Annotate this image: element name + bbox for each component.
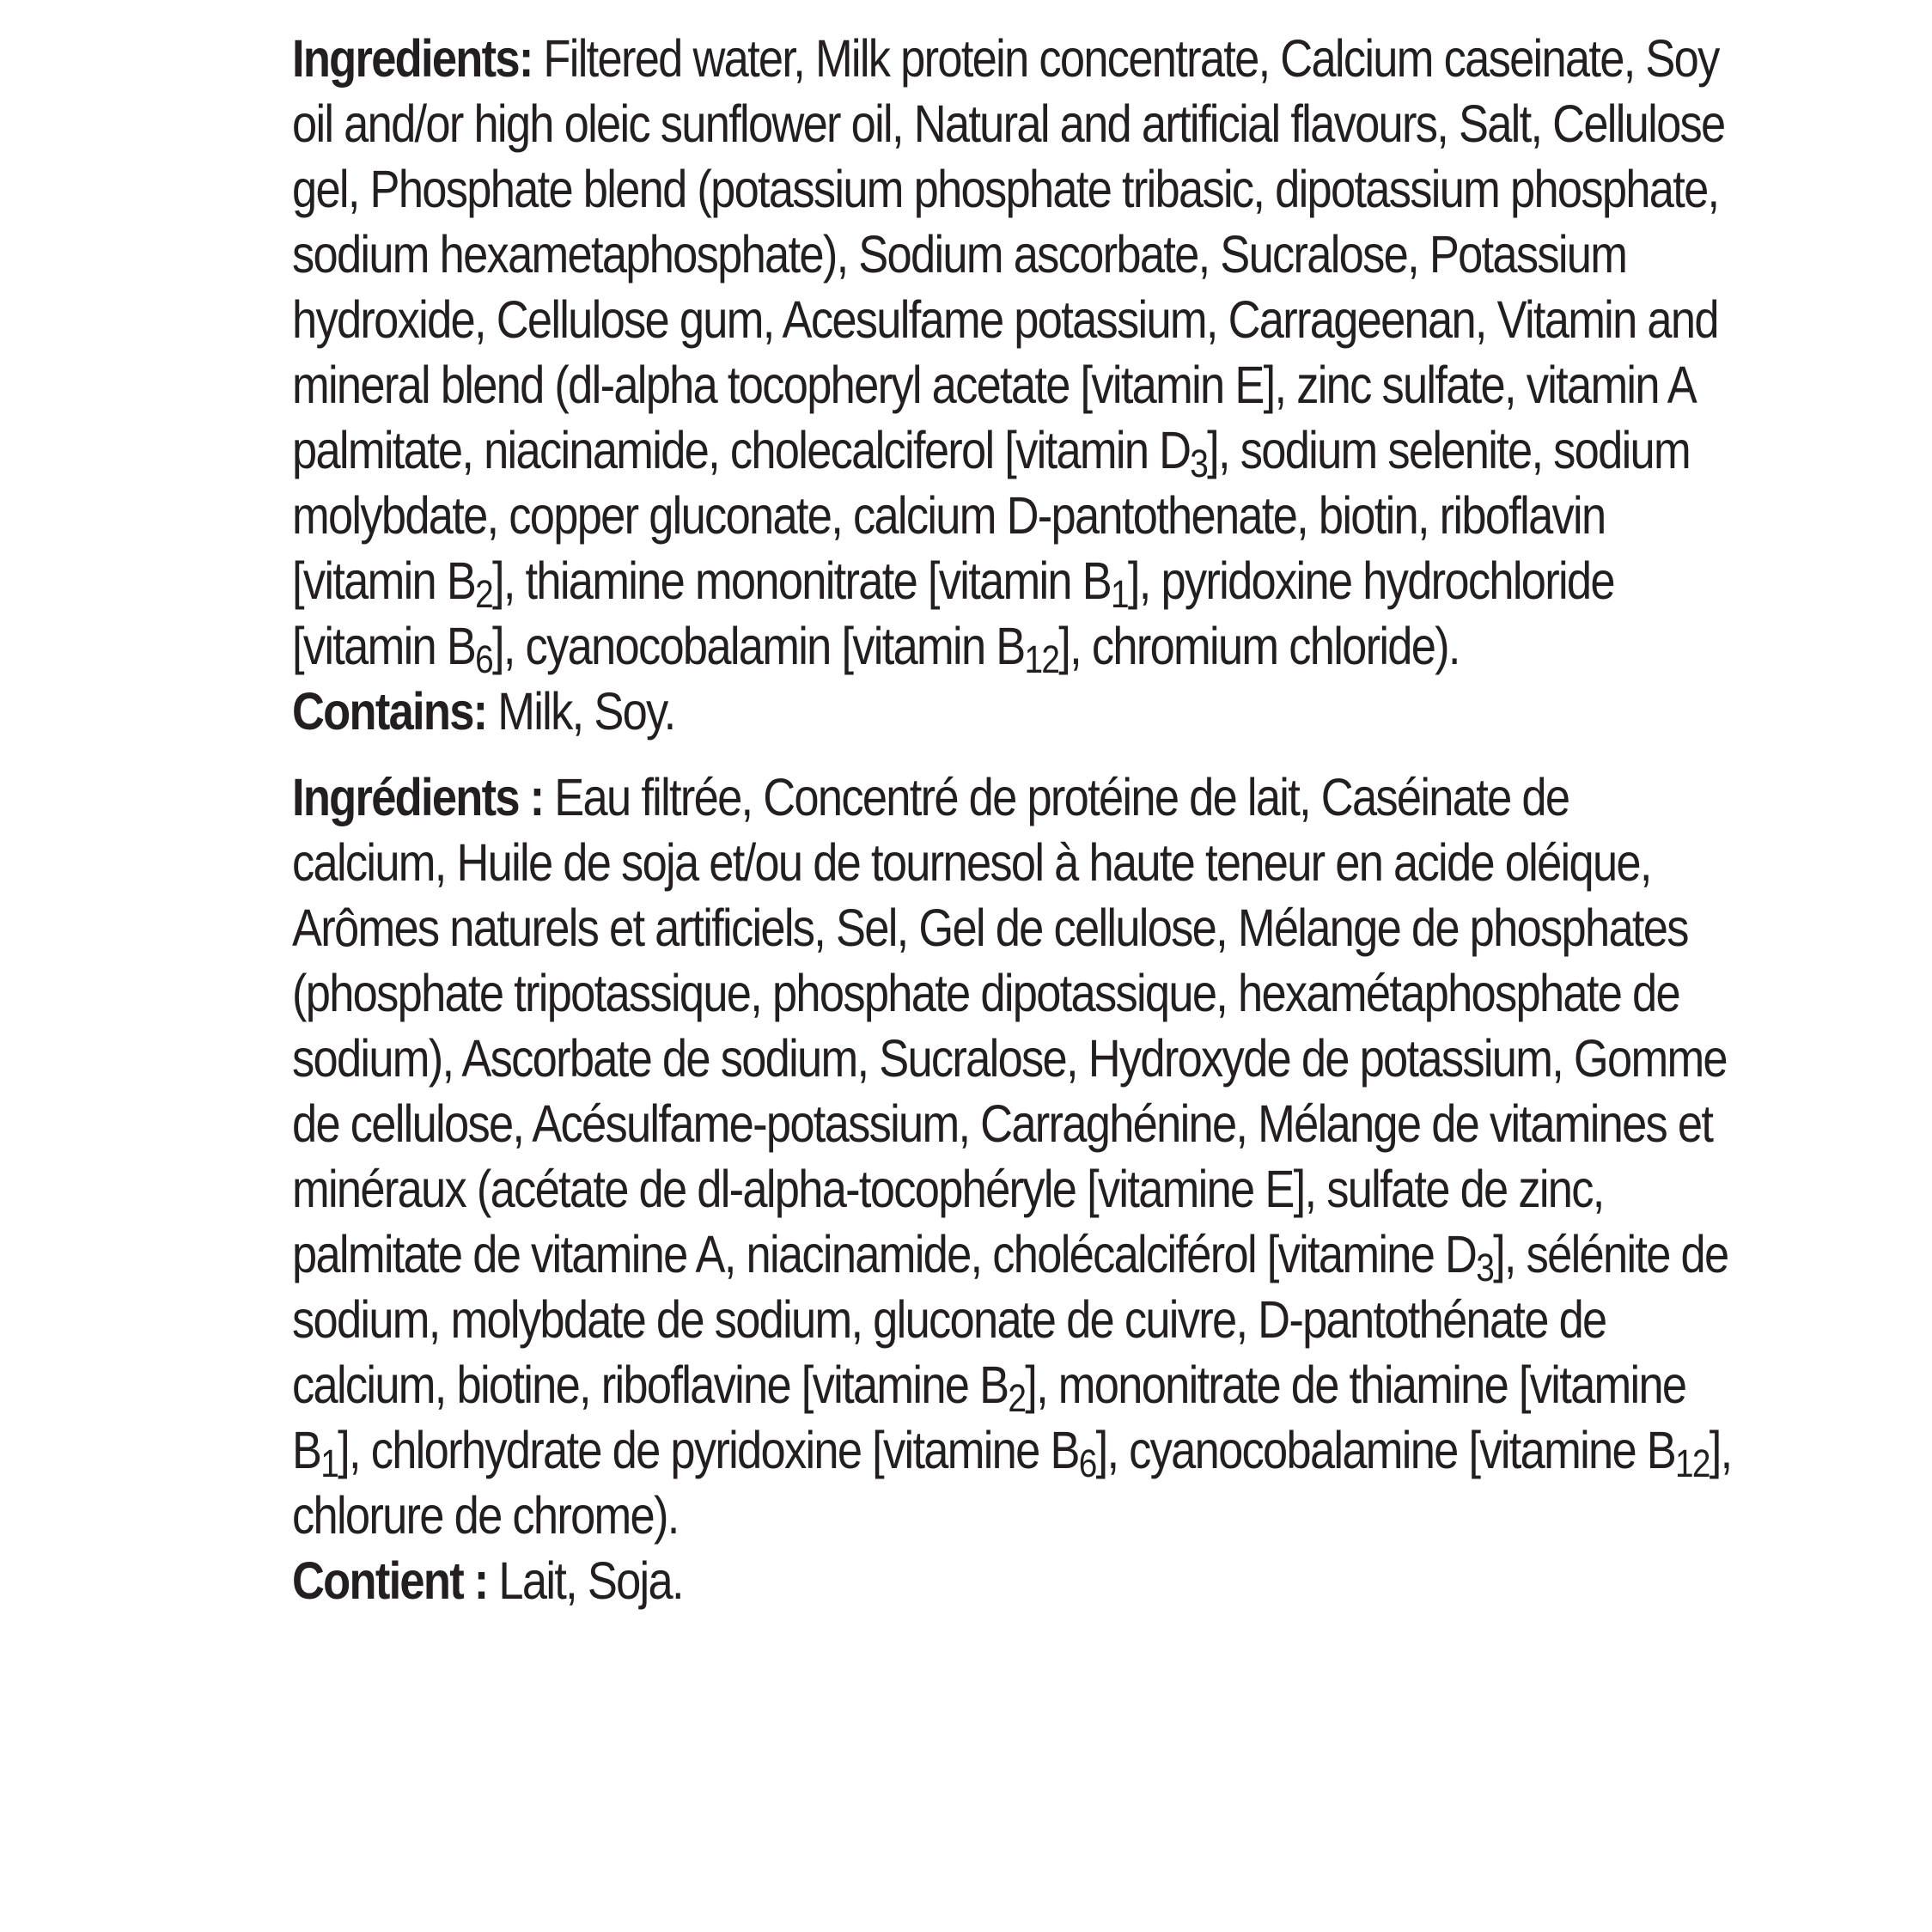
english-ingredients-paragraph xyxy=(292,26,1733,679)
french-ingredients-heading: Ingrédients : xyxy=(292,768,544,826)
subscript-2: 2 xyxy=(1008,1375,1026,1420)
english-ingredients-text: ], chromium chloride). xyxy=(1058,617,1460,675)
french-ingredients-text: ], chlorure de chrome). xyxy=(292,1421,1732,1545)
subscript-12: 12 xyxy=(1675,1441,1710,1485)
english-contains-heading: Contains: xyxy=(292,682,487,740)
subscript-12: 12 xyxy=(1024,637,1059,681)
subscript-2: 2 xyxy=(475,571,492,616)
french-ingredients-paragraph xyxy=(292,765,1733,1548)
subscript-3: 3 xyxy=(1190,441,1208,485)
ingredients-label-panel xyxy=(292,26,1735,1613)
french-contains-heading: Contient : xyxy=(292,1551,488,1610)
english-ingredients-text: ], sodium selenite, sodium molybdate, copper gluconate, calcium D-pantothenate, biotin, riboflavin [vitamin B xyxy=(292,421,1690,610)
subscript-6: 6 xyxy=(475,637,492,681)
subscript-3: 3 xyxy=(1476,1245,1494,1289)
english-ingredients-heading: Ingredients: xyxy=(292,29,533,88)
english-ingredients-text: ], thiamine mononitrate [vitamin B xyxy=(491,552,1112,610)
french-ingredients-text: ], mononitrate de thiamine [vitamine B xyxy=(292,1356,1686,1479)
french-ingredients-text: ], cyanocobalamine [vitamine B xyxy=(1095,1421,1676,1479)
french-ingredients-text: Eau filtrée, Concentré de protéine de lait, Caséinate de calcium, Huile de soja et/ou de tournesol à haute teneur en acide oléique, Arômes naturels et artificiels, Sel, Gel de cellulose, Mélange de phosphates (phosphate tripotassique, phosphate dipotassique, hexamétaphosphate de sodium), Ascorbate de sodium, Sucralose, Hydroxyde de potassium, Gomme de cellulose, Acésulfame-potassium, Carraghénine, Mélange de vitamines et minéraux (acétate de dl-alpha-tocophéryle [vitamine E], sulfate de zinc, palmitate de vitamine A, niacinamide, cholécalciférol [vitamine D xyxy=(292,768,1727,1283)
subscript-6: 6 xyxy=(1078,1441,1096,1485)
french-ingredients-text: ], chlorhydrate de pyridoxine [vitamine B xyxy=(338,1421,1079,1479)
french-contains-text: Lait, Soja. xyxy=(487,1551,683,1610)
french-ingredients-text: ], sélénite de sodium, molybdate de sodium, gluconate de cuivre, D-pantothénate de calcium, biotine, riboflavine [vitamine B xyxy=(292,1225,1728,1414)
section-divider-space xyxy=(292,744,1735,765)
subscript-1: 1 xyxy=(320,1441,338,1485)
english-contains-line xyxy=(292,679,1733,744)
english-ingredients-text: Filtered water, Milk protein concentrate, Calcium caseinate, Soy oil and/or high oleic sunflower oil, Natural and artificial flavours, Salt, Cellulose gel, Phosphate blend (potassium phosphate tribasic, dipotassium phosphate, sodium hexametaphosphate), Sodium ascorbate, Sucralose, Potassium hydroxide, Cellulose gum, Acesulfame potassium, Carrageenan, Vitamin and mineral blend (dl-alpha tocopheryl acetate [vitamin E], zinc sulfate, vitamin A palmitate, niacinamide, cholecalciferol [vitamin D xyxy=(292,29,1725,479)
english-contains-text: Milk, Soy. xyxy=(486,682,675,740)
subscript-1: 1 xyxy=(1111,571,1128,616)
french-contains-line xyxy=(292,1548,1733,1613)
english-ingredients-text: ], cyanocobalamin [vitamin B xyxy=(491,617,1025,675)
english-ingredients-text: ], pyridoxine hydrochloride [vitamin B xyxy=(292,552,1614,675)
